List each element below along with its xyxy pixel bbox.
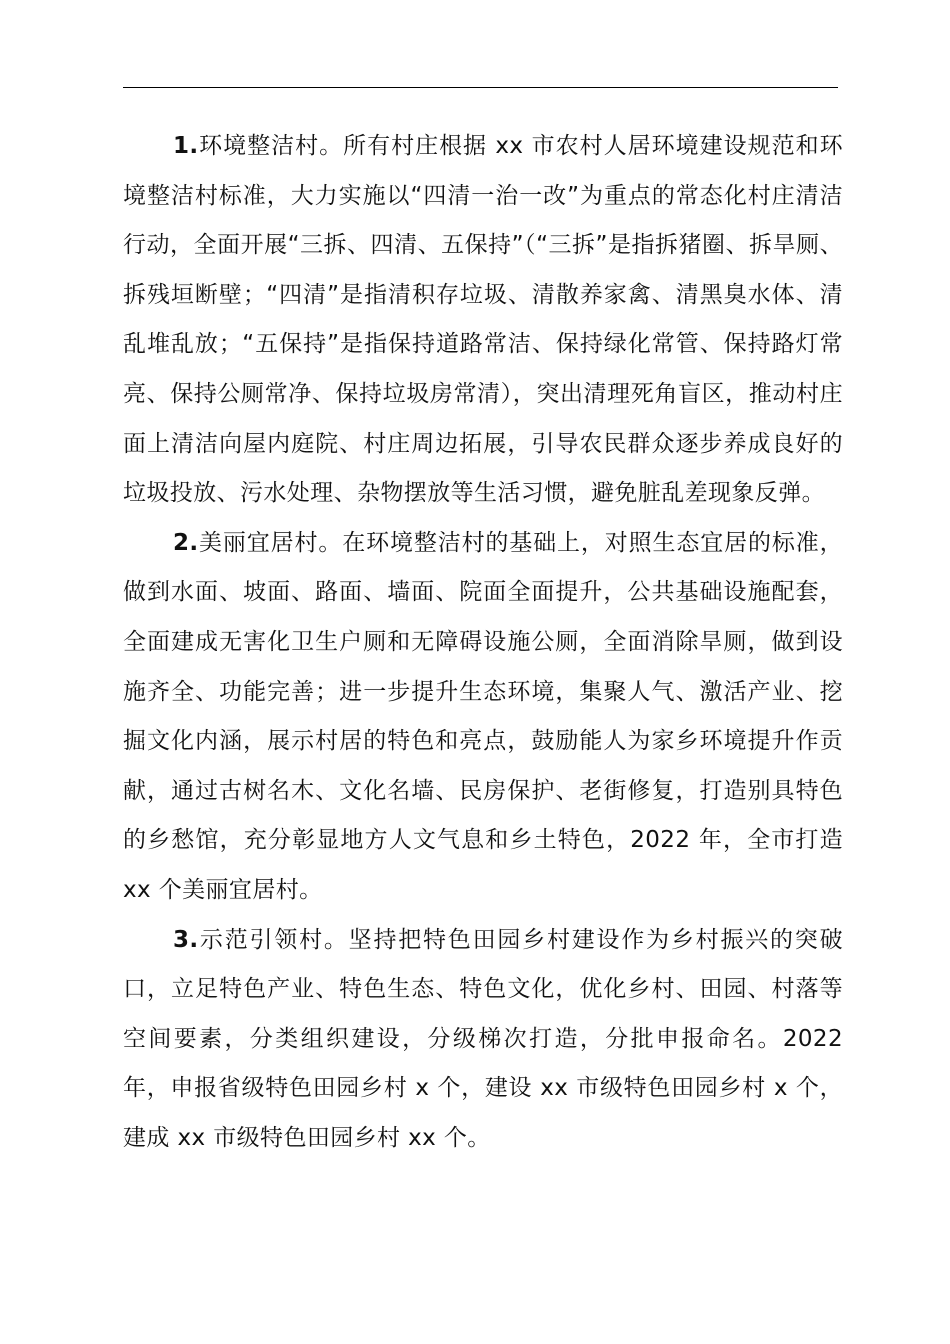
paragraph-3-text: 示范引领村。坚持把特色田园乡村建设作为乡村振兴的突破口，立足特色产业、特色生态、特色文化，优化乡村、田园、村落等空间要素，分类组织建设，分级梯次打造，分批申报命名。2022 年，申报省级特色田园乡村 x 个，建设 xx 市级特色田园乡村 x 个，建成 xx 市级特色田园乡村 xx 个。 xyxy=(123,926,843,1151)
paragraph-2-number: 2. xyxy=(173,529,199,556)
document-body xyxy=(123,122,843,1163)
paragraph-1-number: 1. xyxy=(173,133,199,159)
header-rule xyxy=(123,87,838,88)
paragraph-1 xyxy=(123,122,843,519)
paragraph-3-number: 3. xyxy=(173,926,199,953)
paragraph-3 xyxy=(123,916,843,1164)
paragraph-2 xyxy=(123,519,843,916)
paragraph-2-text: 美丽宜居村。在环境整洁村的基础上，对照生态宜居的标准，做到水面、坡面、路面、墙面、院面全面提升，公共基础设施配套，全面建成无害化卫生户厕和无障碍设施公厕，全面消除旱厕，做到设施齐全、功能完善；进一步提升生态环境，集聚人气、激活产业、挖掘文化内涵，展示村居的特色和亮点，鼓励能人为家乡环境提升作贡献，通过古树名木、文化名墙、民房保护、老街修复，打造别具特色的乡愁馆，充分彰显地方人文气息和乡土特色，2022 年，全市打造 xx 个美丽宜居村。 xyxy=(123,529,843,903)
paragraph-1-text: 环境整洁村。所有村庄根据 xx 市农村人居环境建设规范和环境整洁村标准，大力实施以“四清一治一改”为重点的常态化村庄清洁行动，全面开展“三拆、四清、五保持”（“三拆”是指拆猪圈、拆旱厕、拆残垣断壁；“四清”是指清积存垃圾、清散养家禽、清黑臭水体、清乱堆乱放；“五保持”是指保持道路常洁、保持绿化常管、保持路灯常亮、保持公厕常净、保持垃圾房常清），突出清理死角盲区，推动村庄面上清洁向屋内庭院、村庄周边拓展，引导农民群众逐步养成良好的垃圾投放、污水处理、杂物摆放等生活习惯，避免脏乱差现象反弹。 xyxy=(123,133,843,507)
